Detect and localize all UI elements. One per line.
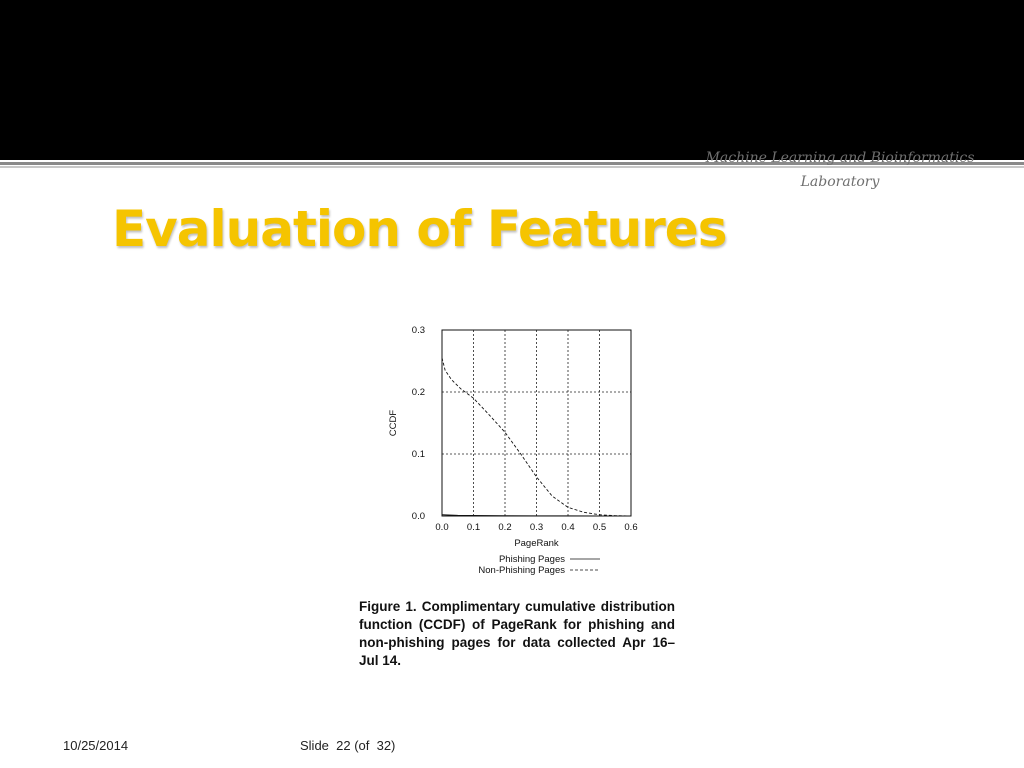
y-axis-ticks (412, 325, 425, 522)
x-tick-label: 0.5 (592, 522, 607, 533)
x-axis-ticks (435, 522, 637, 533)
y-tick-label: 0.0 (411, 511, 425, 522)
x-tick-label: 0.4 (561, 522, 575, 533)
series-line (442, 358, 631, 516)
footer-date: 10/25/2014 (63, 738, 129, 753)
y-tick-label: 0.1 (411, 449, 425, 460)
lab-name (660, 146, 1020, 194)
slide-number: Slide 22 (of 32) (300, 738, 396, 753)
y-tick-label: 0.3 (411, 325, 425, 336)
x-tick-label: 0.1 (466, 522, 481, 533)
x-tick-label: 0.6 (624, 522, 638, 533)
figure-caption: Figure 1. Complimentary cumulative distribution function (CCDF) of PageRank for phishing and non-phishing pages for data collected Apr 16–Jul 14. (359, 599, 675, 668)
series-lines (442, 358, 631, 516)
x-axis-label: PageRank (514, 538, 559, 549)
y-axis-label: CCDF (388, 409, 399, 437)
x-tick-label: 0.0 (435, 522, 449, 533)
lab-name-line1: Machine Learning and Bioinformatics (705, 150, 975, 166)
legend-label: Non-Phishing Pages (478, 565, 565, 576)
legend-label: Phishing Pages (498, 554, 565, 565)
slide-title: Evaluation of Features (112, 200, 727, 258)
x-tick-label: 0.3 (529, 522, 544, 533)
lab-name-line2: Laboratory (800, 174, 880, 190)
x-tick-label: 0.2 (498, 522, 512, 533)
y-tick-label: 0.2 (411, 387, 425, 398)
chart-grid (442, 330, 631, 516)
header-bar (0, 0, 1024, 160)
ccdf-chart (380, 320, 650, 580)
ccdf-figure (380, 320, 650, 580)
chart-legend (478, 554, 600, 576)
